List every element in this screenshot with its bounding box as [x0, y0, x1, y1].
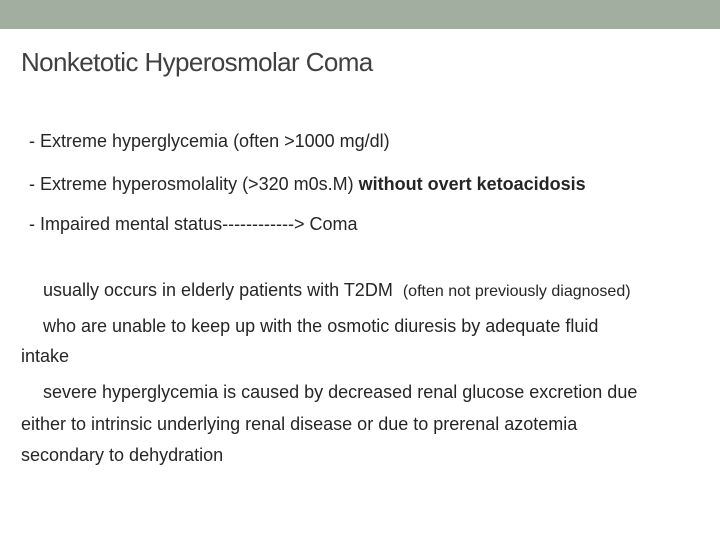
- bullet-text: - Extreme hyperosmolality (>320 m0s.M): [29, 174, 359, 194]
- paragraph-renal-line3: secondary to dehydration: [21, 445, 224, 465]
- slide-title: Nonketotic Hyperosmolar Coma: [21, 47, 373, 77]
- bullet-text: - Extreme hyperglycemia (often >1000 mg/dl): [29, 131, 390, 151]
- top-accent-bar: [0, 0, 720, 29]
- bullet-hyperosmolality: [29, 174, 586, 195]
- bullet-mental-status: [29, 214, 358, 235]
- paragraph-renal-line2: either to intrinsic underlying renal disease or due to prerenal azotemia: [21, 414, 578, 434]
- bullet-text: - Impaired mental status------------> Coma: [29, 214, 358, 234]
- paragraph-text: usually occurs in elderly patients with T2DM: [43, 280, 393, 300]
- paragraph-renal-line1: severe hyperglycemia is caused by decreased renal glucose excretion due: [43, 382, 638, 402]
- bullet-hyperglycemia: [29, 131, 390, 152]
- bullet-bold-text: without overt ketoacidosis: [358, 174, 586, 194]
- paragraph-osmotic-line1: who are unable to keep up with the osmotic diuresis by adequate fluid: [43, 316, 599, 336]
- paragraph-osmotic-line2: intake: [21, 346, 70, 366]
- paragraph-aside: (often not previously diagnosed): [402, 283, 631, 300]
- paragraph-elderly: [43, 280, 631, 301]
